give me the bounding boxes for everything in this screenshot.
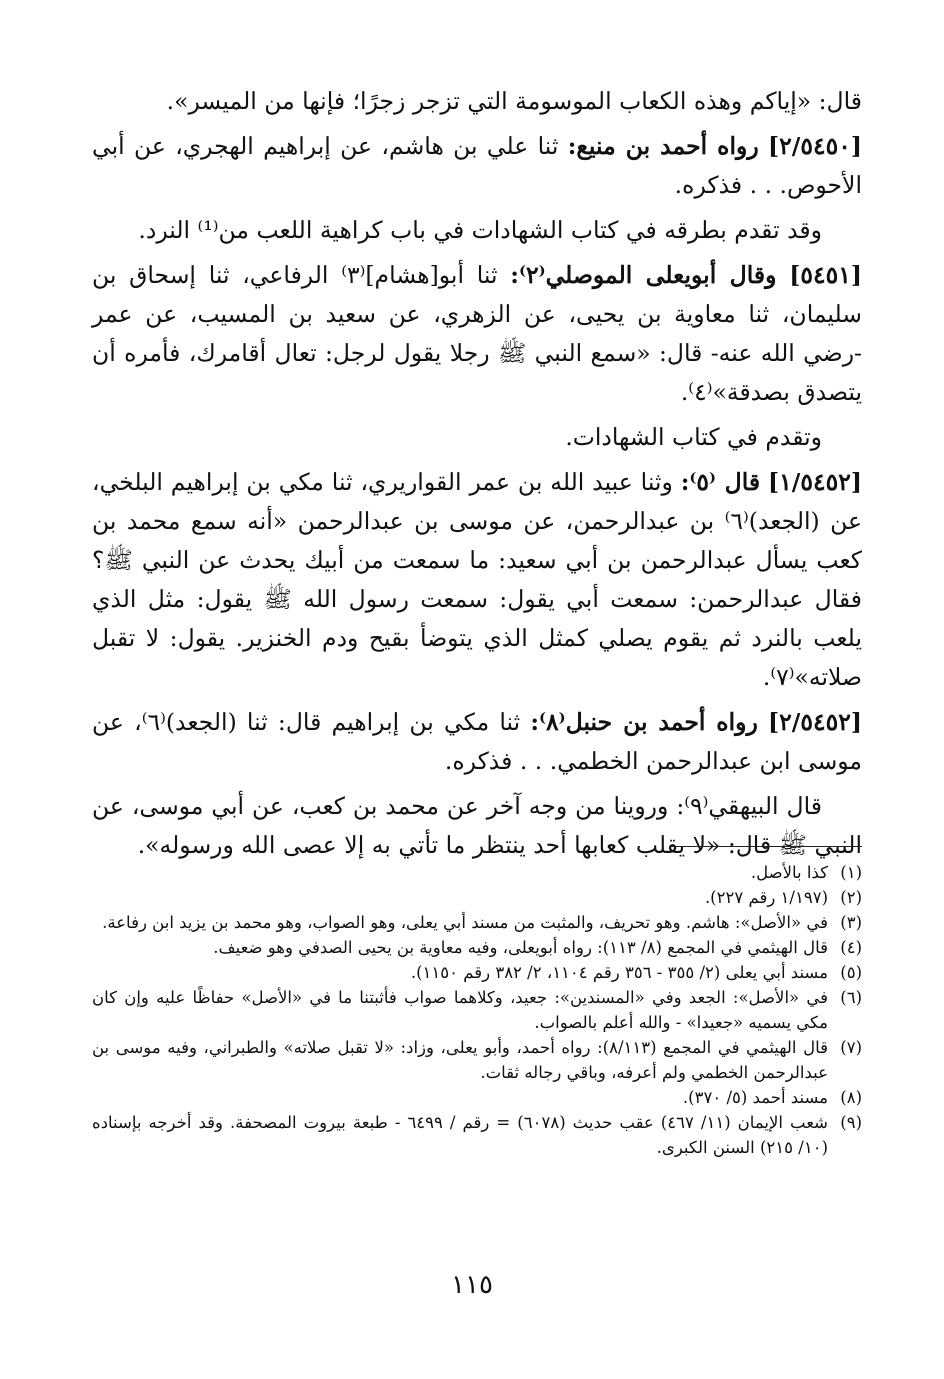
paragraph-1-text: قال: «إياكم وهذه الكعاب الموسومة التي تزجر زجرًا؛ فإنها من الميسر». [166, 87, 862, 115]
paragraph-5 [92, 418, 862, 457]
footnote-text: مسند أحمد (٥/ ٣٧٠). [682, 1088, 828, 1107]
hadith-number: [٢/٥٤٥٠] [768, 132, 862, 160]
footnote-8 [92, 1085, 862, 1110]
hadith-number: [٢/٥٤٥٢] [768, 708, 862, 736]
hadith-text: ثنا أبو[هشام]⁽٣⁾ الرفاعي، ثنا إسحاق بن سليمان، ثنا معاوية بن يحيى، عن الزهري، عن سعيد بن المسيب، عن عمر -رضي الله عنه- قال: «سمع النبي ﷺ رجلا يقول لرجل: تعال أقامرك، فأمره أن يتصدق بصدقة»⁽٤⁾. [92, 261, 862, 406]
footnote-text: (١/١٩٧ رقم ٢٢٧). [704, 888, 828, 907]
footnote-9 [92, 1110, 862, 1160]
footnotes [92, 860, 862, 1160]
footnote-mark: (٢) [840, 888, 862, 907]
footnote-mark: (٤) [840, 938, 862, 957]
hadith-5451 [92, 256, 862, 412]
footnote-7 [92, 1035, 862, 1085]
hadith-text: ثنا مكي بن إبراهيم قال: ثنا (الجعد)⁽٦⁾، عن موسى ابن عبدالرحمن الخطمي. . . فذكره. [92, 708, 862, 775]
hadith-lead: قال ⁽٥⁾: [680, 468, 761, 496]
footnote-mark: (٨) [840, 1088, 862, 1107]
footnote-mark: (٣) [840, 913, 862, 932]
hadith-5452-1 [92, 463, 862, 697]
footnote-text: في «الأصل»: الجعد وفي «المسندين»: جعيد، وكلاهما صواب فأثبتنا ما في «الأصل» حفاظًا عليه وإن كان مكي يسميه «جعيدا» - والله أعلم بالصواب. [92, 988, 828, 1032]
footnote-4 [92, 935, 862, 960]
footnote-2 [92, 885, 862, 910]
main-text [92, 82, 862, 871]
hadith-5452-2 [92, 703, 862, 781]
footnote-text: شعب الإيمان (١١/ ٤٦٧) عقب حديث (٦٠٧٨) = رقم / ٦٤٩٩ - طبعة بيروت المصحفة. وقد أخرجه بإسناده (١٠/ ٢١٥) السنن الكبرى. [92, 1113, 828, 1157]
hadith-text: وثنا عبيد الله بن عمر القواريري، ثنا مكي بن إبراهيم البلخي، عن (الجعد)⁽٦⁾ بن عبدالرحمن، عن موسى بن عبدالرحمن «أنه سمع محمد بن كعب يسأل عبدالرحمن بن أبي سعيد: ما سمعت من أبيك يحدث عن النبي ﷺ؟ فقال عبدالرحمن: سمعت أبي يقول: سمعت رسول الله ﷺ يقول: مثل الذي يلعب بالنرد ثم يقوم يصلي كمثل الذي يتوضأ بقيح ودم الخنزير. يقول: لا تقبل صلاته»⁽٧⁾. [92, 468, 862, 691]
hadith-5450-2 [92, 127, 862, 205]
paragraph-5-text: وتقدم في كتاب الشهادات. [565, 423, 822, 451]
footnote-6 [92, 985, 862, 1035]
paragraph-8 [92, 787, 862, 865]
hadith-lead: رواه أحمد بن حنبل⁽٨⁾: [530, 708, 758, 736]
footnote-text: قال الهيثمي في المجمع (٨/١١٣): رواه أحمد، وأبو يعلى، وزاد: «لا تقبل صلاته» والطبراني، وفيه موسى بن عبدالرحمن الخطمي ولم أعرفه، وباقي رجاله ثقات. [92, 1038, 828, 1082]
paragraph-8-text: قال البيهقي⁽٩⁾: وروينا من وجه آخر عن محمد بن كعب، عن أبي موسى، عن النبي ﷺ قال: «لا يقلب كعابها أحد ينتظر ما تأتي به إلا عصى الله ورسوله». [92, 792, 862, 859]
footnote-mark: (٩) [840, 1113, 862, 1132]
footnote-mark: (٦) [840, 988, 862, 1007]
footnote-3 [92, 910, 862, 935]
hadith-number: [١/٥٤٥٢] [768, 468, 862, 496]
footnote-text: كذا بالأصل. [750, 863, 828, 882]
footnote-text: في «الأصل»: هاشم. وهو تحريف، والمثبت من مسند أبي يعلى، وهو الصواب، وهو محمد بن يزيد ابن رفاعة. [102, 913, 828, 932]
hadith-text: ثنا علي بن هاشم، عن إبراهيم الهجري، عن أبي الأحوص. . . فذكره. [92, 132, 862, 199]
hadith-number: [٥٤٥١] [789, 261, 862, 289]
footnote-text: قال الهيثمي في المجمع (٨/ ١١٣): رواه أبويعلى، وفيه معاوية بن يحيى الصدفي وهو ضعيف. [213, 938, 828, 957]
paragraph-3-text: وقد تقدم بطرقه في كتاب الشهادات في باب كراهية اللعب من⁽¹⁾ النرد. [138, 216, 822, 244]
footnote-divider [670, 846, 862, 847]
footnote-mark: (١) [840, 863, 862, 882]
paragraph-3 [92, 211, 862, 250]
footnote-mark: (٥) [840, 963, 862, 982]
page-number: ١١٥ [451, 1270, 493, 1300]
footnote-mark: (٧) [840, 1038, 862, 1057]
footnote-5 [92, 960, 862, 985]
footnote-1 [92, 860, 862, 885]
footnote-text: مسند أبي يعلى (٢/ ٣٥٥ - ٣٥٦ رقم ١١٠٤، ٢/ ٣٨٢ رقم ١١٥٠). [410, 963, 828, 982]
hadith-lead: وقال أبويعلى الموصلي⁽٢⁾: [510, 261, 777, 289]
hadith-lead: رواه أحمد بن منيع: [567, 132, 759, 160]
paragraph-1 [92, 82, 862, 121]
